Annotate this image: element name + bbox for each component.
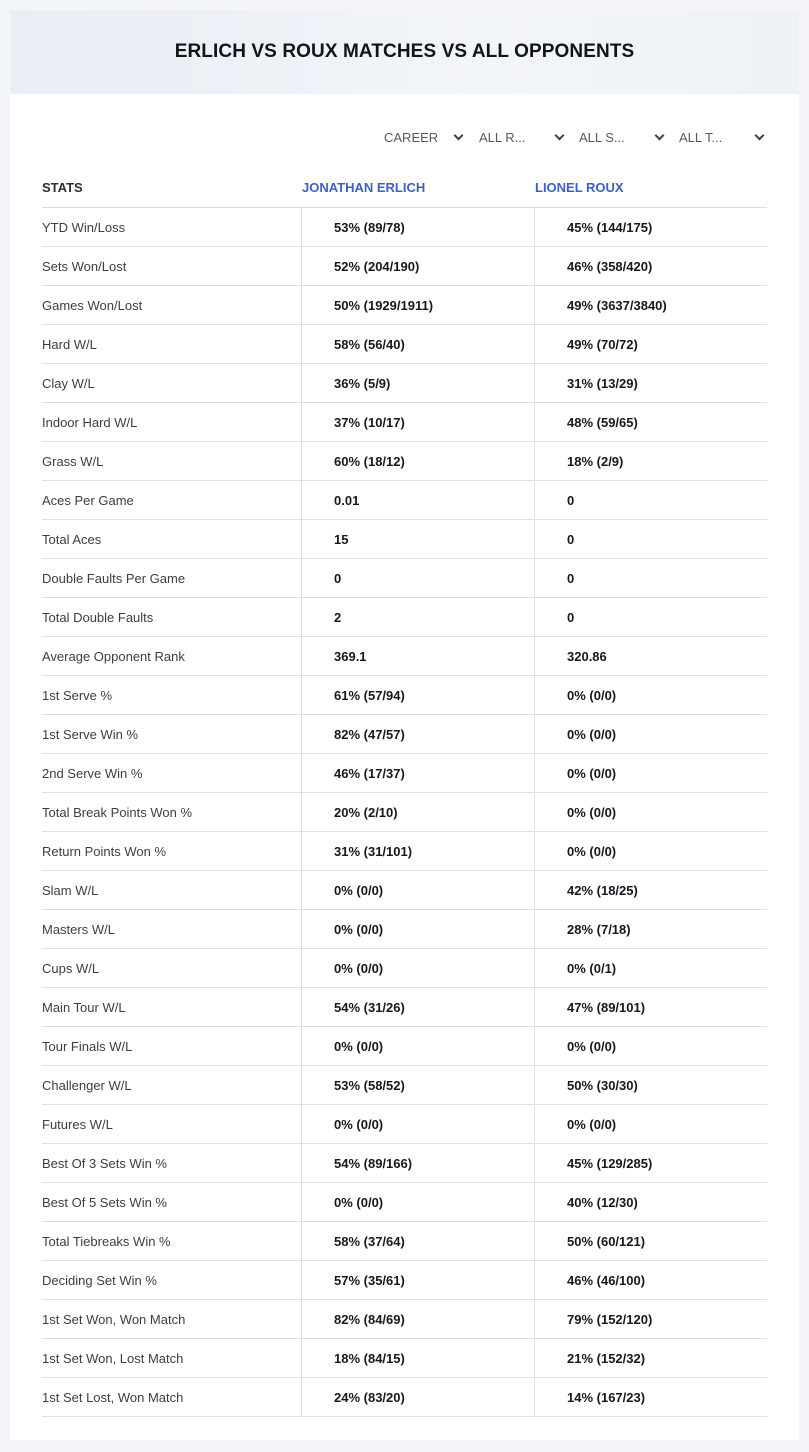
- player2-value: 49% (70/72): [567, 336, 638, 352]
- card-header: [10, 10, 799, 94]
- stat-label: Best Of 3 Sets Win %: [42, 1144, 302, 1182]
- table-row: [42, 832, 767, 871]
- player1-value: 369.1: [302, 637, 535, 675]
- stat-label: 1st Set Lost, Won Match: [42, 1378, 302, 1416]
- player2-value: 0: [567, 492, 575, 508]
- player2-value: 50% (30/30): [567, 1077, 638, 1093]
- table-row: [42, 481, 767, 520]
- table-row: [42, 754, 767, 793]
- player2-value: 48% (59/65): [567, 414, 638, 430]
- player2-value: 0% (0/0): [567, 765, 617, 781]
- player2-value: 0% (0/0): [567, 687, 617, 703]
- player2-value: 21% (152/32): [567, 1350, 646, 1366]
- player2-value: 50% (60/121): [567, 1233, 646, 1249]
- player2-value: 49% (3637/3840): [567, 297, 667, 313]
- player1-value: 53% (89/78): [302, 208, 535, 246]
- stat-label: 1st Set Won, Won Match: [42, 1300, 302, 1338]
- table-row: [42, 559, 767, 598]
- player1-value: 0% (0/0): [302, 1027, 535, 1065]
- table-row: [42, 364, 767, 403]
- table-row: [42, 1222, 767, 1261]
- player2-value: 47% (89/101): [567, 999, 646, 1015]
- player2-value: 28% (7/18): [567, 921, 631, 937]
- table-row: [42, 208, 767, 247]
- stat-label: Cups W/L: [42, 949, 302, 987]
- stat-label: Total Tiebreaks Win %: [42, 1222, 302, 1260]
- stat-label: Main Tour W/L: [42, 988, 302, 1026]
- table-row: [42, 1261, 767, 1300]
- player1-value: 0% (0/0): [302, 871, 535, 909]
- stats-card: [10, 10, 799, 1440]
- stat-label: Average Opponent Rank: [42, 637, 302, 675]
- stat-label: Sets Won/Lost: [42, 247, 302, 285]
- player1-value: 60% (18/12): [302, 442, 535, 480]
- player2-value: 42% (18/25): [567, 882, 638, 898]
- stat-label: Grass W/L: [42, 442, 302, 480]
- page-title: ERLICH VS ROUX MATCHES VS ALL OPPONENTS: [174, 41, 635, 62]
- stat-label: Challenger W/L: [42, 1066, 302, 1104]
- table-row: [42, 1339, 767, 1378]
- player1-value: 53% (58/52): [302, 1066, 535, 1104]
- filter-tournament-select[interactable]: [679, 126, 765, 148]
- table-row: [42, 637, 767, 676]
- player2-link[interactable]: LIONEL ROUX: [535, 180, 624, 195]
- stat-label: Clay W/L: [42, 364, 302, 402]
- player1-value: 2: [302, 598, 535, 636]
- table-row: [42, 1105, 767, 1144]
- stat-label: 1st Serve Win %: [42, 715, 302, 753]
- player1-value: 36% (5/9): [302, 364, 535, 402]
- chevron-down-icon: [555, 130, 565, 140]
- table-row: [42, 676, 767, 715]
- player1-value: 0% (0/0): [302, 1105, 535, 1143]
- table-row: [42, 1027, 767, 1066]
- stat-label: Indoor Hard W/L: [42, 403, 302, 441]
- player1-value: 58% (37/64): [302, 1222, 535, 1260]
- table-header: [42, 168, 767, 208]
- player1-value: 15: [302, 520, 535, 558]
- table-row: [42, 988, 767, 1027]
- player2-value: 46% (358/420): [567, 258, 653, 274]
- player1-value: 0.01: [302, 481, 535, 519]
- table-row: [42, 1066, 767, 1105]
- stat-label: Slam W/L: [42, 871, 302, 909]
- player1-value: 37% (10/17): [302, 403, 535, 441]
- player2-value: 0% (0/1): [567, 960, 617, 976]
- player1-value: 50% (1929/1911): [302, 286, 535, 324]
- filter-round-select[interactable]: [479, 126, 565, 148]
- chevron-down-icon: [755, 130, 765, 140]
- player1-value: 31% (31/101): [302, 832, 535, 870]
- table-row: [42, 520, 767, 559]
- stat-label: Hard W/L: [42, 325, 302, 363]
- player2-value: 0% (0/0): [567, 843, 617, 859]
- stat-label: Futures W/L: [42, 1105, 302, 1143]
- player1-value: 20% (2/10): [302, 793, 535, 831]
- player1-value: 82% (47/57): [302, 715, 535, 753]
- player2-value: 0: [567, 609, 575, 625]
- table-row: [42, 442, 767, 481]
- table-row: [42, 403, 767, 442]
- stat-label: 2nd Serve Win %: [42, 754, 302, 792]
- player1-value: 58% (56/40): [302, 325, 535, 363]
- stats-column-header: STATS: [42, 180, 83, 195]
- table-body: [42, 208, 767, 1417]
- stat-label: YTD Win/Loss: [42, 208, 302, 246]
- player1-value: 57% (35/61): [302, 1261, 535, 1299]
- stat-label: Aces Per Game: [42, 481, 302, 519]
- player2-value: 0: [567, 531, 575, 547]
- player1-value: 61% (57/94): [302, 676, 535, 714]
- player2-value: 79% (152/120): [567, 1311, 653, 1327]
- filter-bar: [10, 126, 799, 148]
- chevron-down-icon: [655, 130, 665, 140]
- table-row: [42, 949, 767, 988]
- table-row: [42, 715, 767, 754]
- filter-tournament-label: ALL T...: [679, 129, 723, 145]
- table-row: [42, 1144, 767, 1183]
- stat-label: Deciding Set Win %: [42, 1261, 302, 1299]
- player2-value: 18% (2/9): [567, 453, 624, 469]
- player1-value: 0% (0/0): [302, 949, 535, 987]
- stat-label: 1st Set Won, Lost Match: [42, 1339, 302, 1377]
- player1-value: 0: [302, 559, 535, 597]
- table-row: [42, 247, 767, 286]
- table-row: [42, 793, 767, 832]
- table-row: [42, 871, 767, 910]
- stat-label: Total Double Faults: [42, 598, 302, 636]
- player1-value: 0% (0/0): [302, 910, 535, 948]
- table-row: [42, 325, 767, 364]
- filter-period-select[interactable]: [384, 126, 464, 148]
- player1-value: 52% (204/190): [302, 247, 535, 285]
- table-row: [42, 1300, 767, 1339]
- table-row: [42, 598, 767, 637]
- player2-value: 0% (0/0): [567, 726, 617, 742]
- filter-surface-label: ALL S...: [579, 129, 625, 145]
- stats-table: [42, 168, 767, 1417]
- table-row: [42, 1183, 767, 1222]
- player1-link[interactable]: JONATHAN ERLICH: [302, 180, 426, 195]
- filter-round-label: ALL R...: [479, 129, 526, 145]
- player1-value: 46% (17/37): [302, 754, 535, 792]
- player2-value: 0% (0/0): [567, 804, 617, 820]
- stat-label: Double Faults Per Game: [42, 559, 302, 597]
- player2-value: 31% (13/29): [567, 375, 638, 391]
- filter-period-label: CAREER: [384, 129, 439, 145]
- player2-value: 40% (12/30): [567, 1194, 638, 1210]
- player1-value: 54% (31/26): [302, 988, 535, 1026]
- player2-value: 14% (167/23): [567, 1389, 646, 1405]
- stat-label: Return Points Won %: [42, 832, 302, 870]
- table-row: [42, 286, 767, 325]
- stat-label: Total Break Points Won %: [42, 793, 302, 831]
- player1-value: 24% (83/20): [302, 1378, 535, 1416]
- player2-value: 0: [567, 570, 575, 586]
- chevron-down-icon: [454, 130, 464, 140]
- stat-label: Masters W/L: [42, 910, 302, 948]
- stat-label: 1st Serve %: [42, 676, 302, 714]
- player2-value: 46% (46/100): [567, 1272, 646, 1288]
- player2-value: 0% (0/0): [567, 1116, 617, 1132]
- player1-value: 0% (0/0): [302, 1183, 535, 1221]
- table-row: [42, 910, 767, 949]
- player2-value: 320.86: [567, 648, 607, 664]
- stat-label: Tour Finals W/L: [42, 1027, 302, 1065]
- filter-surface-select[interactable]: [579, 126, 665, 148]
- stat-label: Best Of 5 Sets Win %: [42, 1183, 302, 1221]
- player2-value: 45% (144/175): [567, 219, 653, 235]
- player2-value: 45% (129/285): [567, 1155, 653, 1171]
- table-row: [42, 1378, 767, 1417]
- stat-label: Games Won/Lost: [42, 286, 302, 324]
- player2-value: 0% (0/0): [567, 1038, 617, 1054]
- player1-value: 54% (89/166): [302, 1144, 535, 1182]
- player1-value: 82% (84/69): [302, 1300, 535, 1338]
- stat-label: Total Aces: [42, 520, 302, 558]
- player1-value: 18% (84/15): [302, 1339, 535, 1377]
